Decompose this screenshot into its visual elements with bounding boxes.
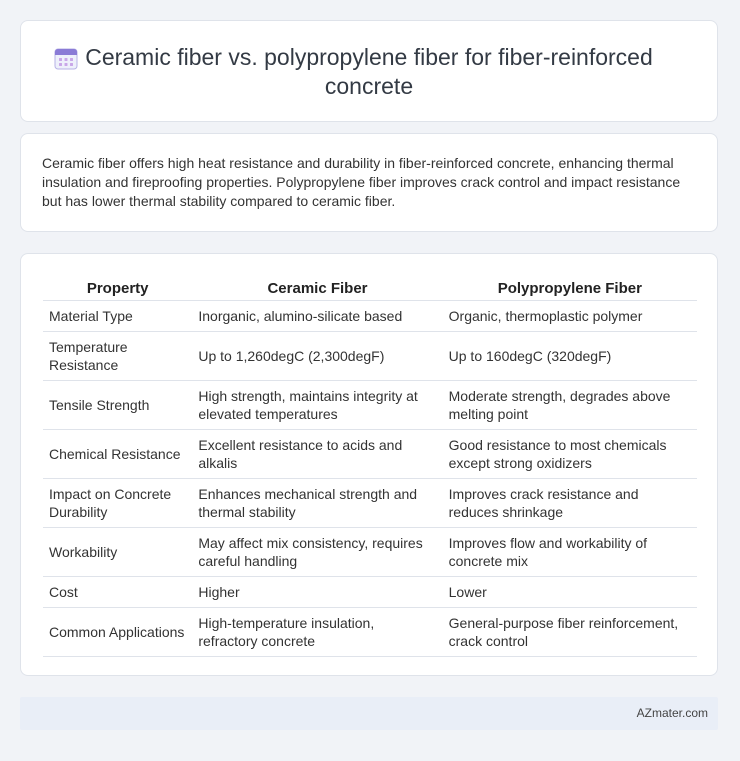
table-row [43, 430, 697, 479]
table-row [43, 577, 697, 608]
footer-bar [20, 697, 718, 730]
table-cell: May affect mix consistency, requires careful handling [192, 528, 442, 577]
table-cell: High-temperature insulation, refractory concrete [192, 608, 442, 657]
table-cell: High strength, maintains integrity at elevated temperatures [192, 381, 442, 430]
table-cell: Cost [43, 577, 192, 608]
table-cell: Enhances mechanical strength and thermal stability [192, 479, 442, 528]
header-polypropylene-fiber: Polypropylene Fiber [443, 274, 697, 301]
table-row [43, 479, 697, 528]
table-cell: Excellent resistance to acids and alkalis [192, 430, 442, 479]
table-row [43, 381, 697, 430]
table-cell: Temperature Resistance [43, 332, 192, 381]
table-cell: Moderate strength, degrades above melting point [443, 381, 697, 430]
table-cell: Common Applications [43, 608, 192, 657]
table-cell: Lower [443, 577, 697, 608]
header-property: Property [43, 274, 192, 301]
table-cell: Chemical Resistance [43, 430, 192, 479]
footer-brand[interactable]: AZmater.com [636, 706, 708, 720]
summary-card [20, 133, 718, 232]
header-ceramic-fiber: Ceramic Fiber [192, 274, 442, 301]
table-row [43, 332, 697, 381]
table-cell: Organic, thermoplastic polymer [443, 301, 697, 332]
summary-text: Ceramic fiber offers high heat resistance and durability in fiber-reinforced concrete, enhancing thermal insulation and fireproofing properties. Polypropylene fiber improves crack control and impact resistance but has lower thermal stability compared to ceramic fiber. [42, 155, 681, 209]
table-cell: Material Type [43, 301, 192, 332]
table-cell: Good resistance to most chemicals except strong oxidizers [443, 430, 697, 479]
comparison-table [43, 274, 697, 657]
table-row [43, 528, 697, 577]
table-cell: Workability [43, 528, 192, 577]
table-cell: Improves flow and workability of concrete mix [443, 528, 697, 577]
page-title: Ceramic fiber vs. polypropylene fiber for fiber-reinforced concrete [85, 44, 653, 99]
table-cell: Impact on Concrete Durability [43, 479, 192, 528]
table-header-row [43, 274, 697, 301]
table-row [43, 608, 697, 657]
table-cell: Higher [192, 577, 442, 608]
table-cell: General-purpose fiber reinforcement, crack control [443, 608, 697, 657]
table-row [43, 301, 697, 332]
table-cell: Up to 1,260degC (2,300degF) [192, 332, 442, 381]
table-cell: Tensile Strength [43, 381, 192, 430]
table-cell: Improves crack resistance and reduces shrinkage [443, 479, 697, 528]
comparison-table-card [20, 253, 718, 676]
title-card [20, 20, 718, 122]
table-cell: Up to 160degC (320degF) [443, 332, 697, 381]
table-cell: Inorganic, alumino-silicate based [192, 301, 442, 332]
